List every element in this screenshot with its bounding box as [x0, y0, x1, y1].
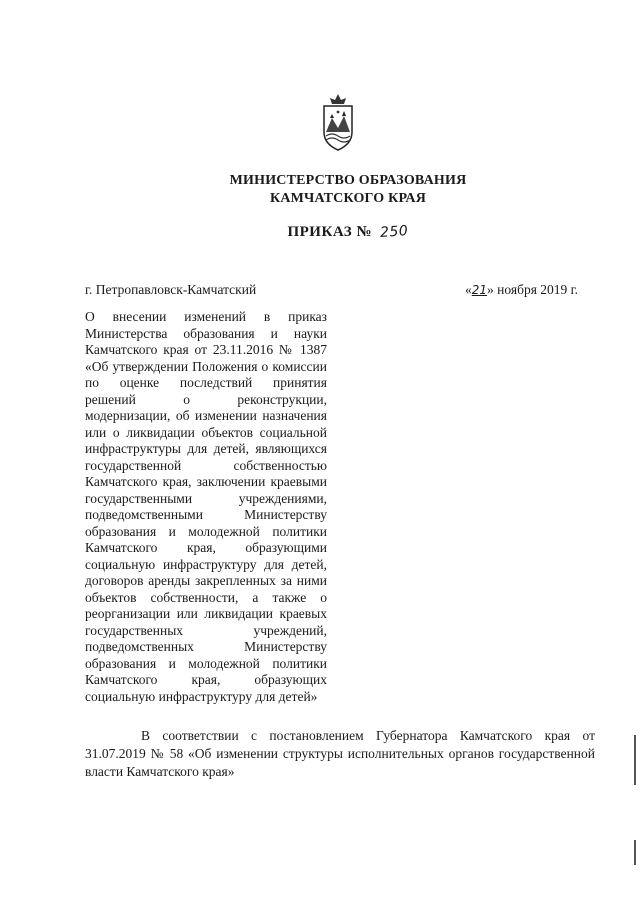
order-title — [200, 224, 496, 241]
order-body-paragraph: В соответствии с постановлением Губернатора Камчатского края от 31.07.2019 № 58 «Об изменении структуры исполнительных органов государственной власти Камчатского края» — [85, 728, 595, 779]
date-day-handwritten: 21 — [471, 283, 488, 297]
scan-edge-mark — [634, 840, 636, 865]
order-number-handwritten: 250 — [379, 223, 410, 241]
date-month-year: » ноября 2019 г. — [487, 282, 579, 297]
scan-edge-mark — [634, 735, 636, 785]
order-label: ПРИКАЗ № — [287, 224, 373, 240]
order-subject: О внесении изменений в приказ Министерства образования и науки Камчатского края от 23.11.2016 № 1387 «Об утверждении Положения о комиссии по оценке последствий принятия решений о реконструкции, модернизации, об изменении назначения или о ликвидации объектов социальной инфраструктуры для детей, являющихся государственной собственностью Камчатского края, заключении краевыми государственными учреждениями, подведомственными Министерству образования и молодежной политики Камчатского края, образующими социальную инфраструктуру для детей, договоров аренды закрепленных за ними объектов собственности, а также о реорганизации или ликвидации краевых государственных учреждений, подведомственных Министерству образования и молодежной политики Камчатского края, образующих социальную инфраструктуру для детей» — [85, 309, 327, 704]
ministry-name — [200, 172, 496, 208]
date-open-quote: « — [465, 282, 472, 297]
ministry-line-1: МИНИСТЕРСТВО ОБРАЗОВАНИЯ — [229, 173, 467, 188]
ministry-line-2: КАМЧАТСКОГО КРАЯ — [269, 191, 427, 206]
issue-place: г. Петропавловск-Камчатский — [85, 282, 257, 297]
issue-date — [465, 282, 578, 298]
coat-of-arms-emblem — [318, 92, 358, 152]
